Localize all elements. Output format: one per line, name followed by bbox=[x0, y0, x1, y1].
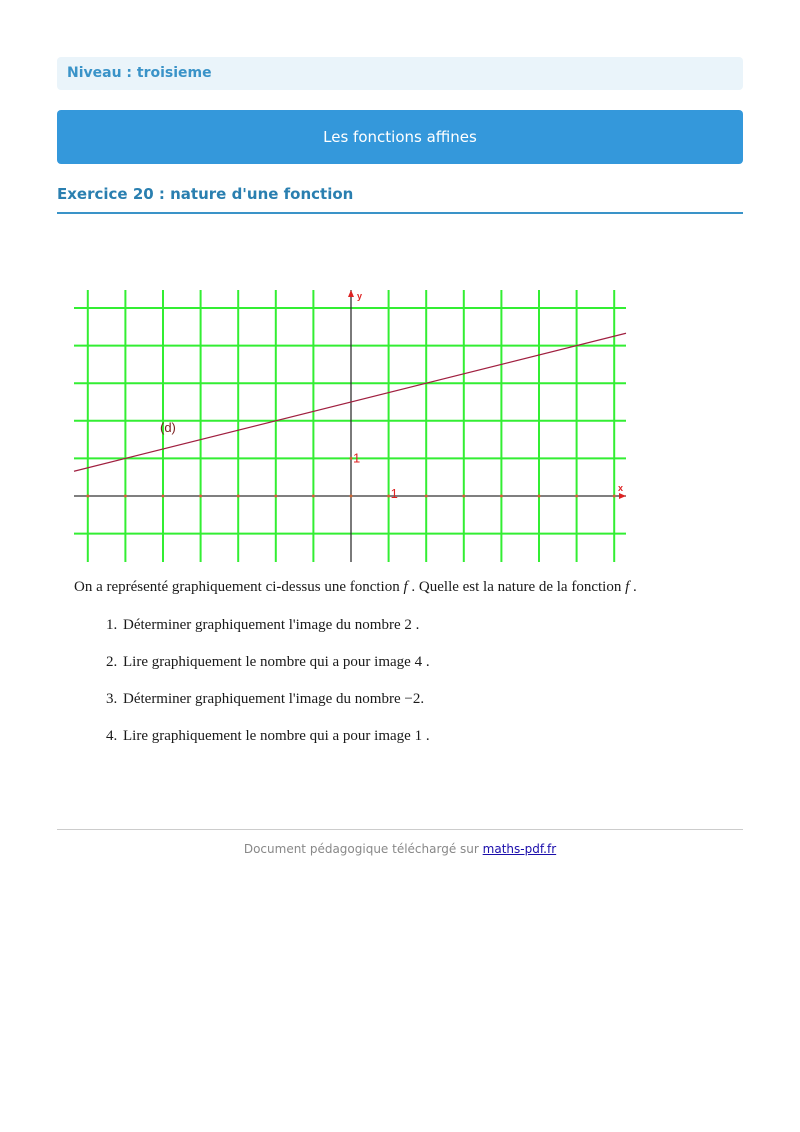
question-item: 2. Lire graphiquement le nombre qui a pour image 4 . bbox=[121, 652, 754, 672]
intro-text-a: On a représenté graphiquement ci-dessus une fonction bbox=[74, 579, 400, 595]
footer bbox=[57, 842, 743, 856]
topic-banner bbox=[57, 110, 743, 164]
x-axis-tick bbox=[86, 495, 89, 498]
exercise-intro bbox=[74, 577, 754, 597]
question-list bbox=[74, 615, 754, 746]
x-axis-tick bbox=[237, 495, 240, 498]
unit-x-label: 1 bbox=[390, 486, 398, 501]
question-item: 4. Lire graphiquement le nombre qui a pour image 1 . bbox=[121, 726, 754, 746]
intro-text-b: . Quelle est la nature de la fonction bbox=[411, 579, 622, 595]
x-axis-tick bbox=[162, 495, 165, 498]
f-symbol-2: f bbox=[625, 579, 630, 595]
x-axis-tick bbox=[124, 495, 127, 498]
intro-end: . bbox=[633, 579, 637, 595]
x-axis-tick bbox=[613, 495, 616, 498]
axis-x-label: x bbox=[618, 483, 624, 493]
x-axis-tick bbox=[274, 495, 277, 498]
level-label: Niveau : troisieme bbox=[67, 65, 212, 81]
line-d bbox=[74, 333, 626, 471]
unit-y-label: 1 bbox=[353, 450, 361, 466]
exercise-content bbox=[74, 577, 754, 763]
axis-y-label: y bbox=[357, 291, 363, 301]
question-item: 3. Déterminer graphiquement l'image du nombre −2. bbox=[121, 689, 754, 709]
y-axis-arrow bbox=[348, 290, 354, 297]
line-d-label: (d) bbox=[160, 420, 176, 436]
x-axis-tick bbox=[462, 495, 465, 498]
level-box bbox=[57, 57, 743, 90]
grid bbox=[74, 290, 626, 562]
footer-link[interactable]: maths-pdf.fr bbox=[482, 842, 557, 856]
topic-title: Les fonctions affines bbox=[323, 128, 477, 146]
axes bbox=[74, 290, 626, 562]
footer-divider bbox=[57, 829, 743, 830]
x-axis-arrow bbox=[619, 493, 626, 499]
x-axis-tick bbox=[312, 495, 315, 498]
footer-text: Document pédagogique téléchargé sur bbox=[243, 842, 479, 856]
x-axis-tick bbox=[575, 495, 578, 498]
x-axis-tick bbox=[425, 495, 428, 498]
x-axis-tick bbox=[199, 495, 202, 498]
x-axis-tick bbox=[350, 495, 353, 498]
exercise-title: Exercice 20 : nature d'une fonction bbox=[57, 185, 743, 214]
function-graph bbox=[57, 285, 637, 570]
f-symbol: f bbox=[403, 579, 408, 595]
question-item: 1. Déterminer graphiquement l'image du nombre 2 . bbox=[121, 615, 754, 635]
x-axis-tick bbox=[538, 495, 541, 498]
x-axis-tick bbox=[500, 495, 503, 498]
